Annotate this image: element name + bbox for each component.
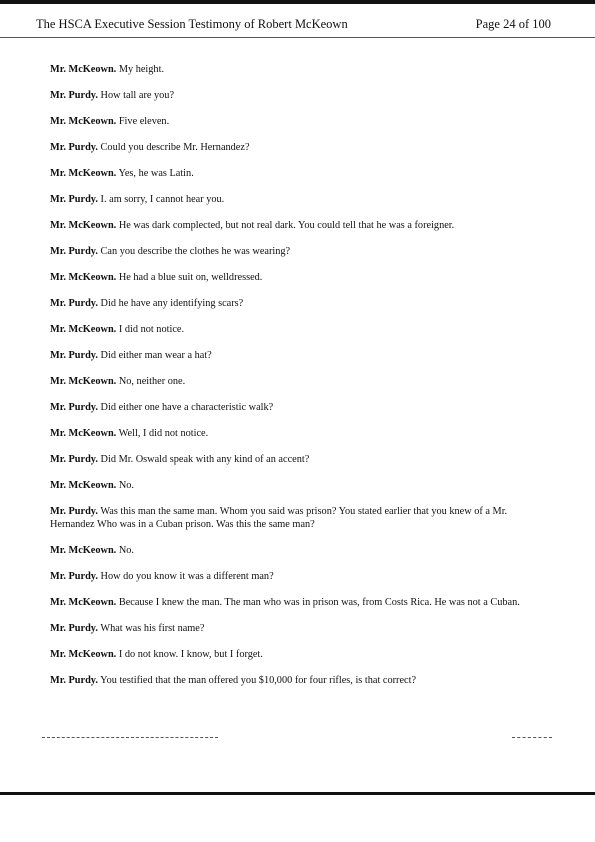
testimony-text: Can you describe the clothes he was wearing? — [100, 246, 291, 257]
testimony-paragraph — [50, 453, 540, 466]
speaker-name: Mr. Purdy. — [50, 623, 98, 634]
scan-artifact-line — [512, 737, 552, 738]
testimony-paragraph — [50, 297, 540, 310]
testimony-paragraph — [50, 596, 540, 609]
testimony-paragraph — [50, 622, 540, 635]
testimony-paragraph — [50, 323, 540, 336]
testimony-paragraph — [50, 245, 540, 258]
speaker-name: Mr. McKeown. — [50, 649, 117, 660]
speaker-name: Mr. McKeown. — [50, 272, 117, 283]
transcript-body — [50, 63, 540, 700]
testimony-paragraph — [50, 63, 540, 76]
speaker-name: Mr. Purdy. — [50, 454, 98, 465]
testimony-text: Could you describe Mr. Hernandez? — [100, 142, 250, 153]
testimony-text: How do you know it was a different man? — [100, 571, 274, 582]
speaker-name: Mr. Purdy. — [50, 298, 98, 309]
speaker-name: Mr. Purdy. — [50, 675, 98, 686]
testimony-text: Yes, he was Latin. — [118, 168, 194, 179]
speaker-name: Mr. McKeown. — [50, 480, 117, 491]
testimony-text: I. am sorry, I cannot hear you. — [100, 194, 225, 205]
testimony-paragraph — [50, 141, 540, 154]
speaker-name: Mr. McKeown. — [50, 116, 117, 127]
testimony-paragraph — [50, 167, 540, 180]
testimony-text: He had a blue suit on, welldressed. — [118, 272, 263, 283]
testimony-paragraph — [50, 193, 540, 206]
testimony-text: Did either man wear a hat? — [100, 350, 212, 361]
testimony-text: My height. — [118, 64, 165, 75]
testimony-paragraph — [50, 89, 540, 102]
testimony-text: I did not notice. — [118, 324, 185, 335]
speaker-name: Mr. Purdy. — [50, 506, 98, 517]
testimony-text: No, neither one. — [118, 376, 186, 387]
testimony-paragraph — [50, 219, 540, 232]
speaker-name: Mr. Purdy. — [50, 142, 98, 153]
speaker-name: Mr. Purdy. — [50, 194, 98, 205]
testimony-paragraph — [50, 479, 540, 492]
testimony-text: Well, I did not notice. — [118, 428, 209, 439]
scan-artifact-line — [42, 737, 218, 738]
testimony-paragraph — [50, 427, 540, 440]
testimony-text: I do not know. I know, but I forget. — [118, 649, 263, 660]
speaker-name: Mr. McKeown. — [50, 597, 117, 608]
testimony-text: He was dark complected, but not real dark. You could tell that he was a foreigner. — [118, 220, 455, 231]
speaker-name: Mr. McKeown. — [50, 324, 117, 335]
testimony-paragraph — [50, 674, 540, 687]
testimony-text: Did either one have a characteristic walk? — [100, 402, 274, 413]
testimony-text: How tall are you? — [100, 90, 175, 101]
testimony-text: You testified that the man offered you $10,000 for four rifles, is that correct? — [100, 675, 417, 686]
testimony-text: Five eleven. — [118, 116, 170, 127]
document-title: The HSCA Executive Session Testimony of Robert McKeown — [36, 17, 348, 31]
testimony-paragraph — [50, 570, 540, 583]
speaker-name: Mr. McKeown. — [50, 64, 117, 75]
testimony-text: Because I knew the man. The man who was in prison was, from Costs Rica. He was not a Cuban. — [118, 597, 520, 608]
testimony-paragraph — [50, 375, 540, 388]
testimony-text: Was this man the same man. Whom you said was prison? You stated earlier that you knew of a Mr. Hernandez Who was in a Cuban prison. Was this the same man? — [50, 506, 508, 530]
testimony-paragraph — [50, 401, 540, 414]
top-border — [0, 0, 595, 4]
speaker-name: Mr. McKeown. — [50, 168, 117, 179]
speaker-name: Mr. McKeown. — [50, 428, 117, 439]
testimony-paragraph — [50, 648, 540, 661]
speaker-name: Mr. Purdy. — [50, 90, 98, 101]
page-header — [36, 17, 551, 33]
speaker-name: Mr. Purdy. — [50, 246, 98, 257]
testimony-text: Did Mr. Oswald speak with any kind of an accent? — [100, 454, 310, 465]
testimony-paragraph — [50, 271, 540, 284]
speaker-name: Mr. McKeown. — [50, 545, 117, 556]
testimony-text: No. — [118, 545, 134, 556]
testimony-paragraph — [50, 544, 540, 557]
speaker-name: Mr. McKeown. — [50, 376, 117, 387]
testimony-text: No. — [118, 480, 134, 491]
page-number: Page 24 of 100 — [475, 17, 551, 31]
speaker-name: Mr. Purdy. — [50, 350, 98, 361]
testimony-paragraph — [50, 115, 540, 128]
testimony-text: Did he have any identifying scars? — [100, 298, 244, 309]
speaker-name: Mr. McKeown. — [50, 220, 117, 231]
speaker-name: Mr. Purdy. — [50, 571, 98, 582]
footer-divider — [0, 792, 595, 795]
testimony-text: What was his first name? — [100, 623, 205, 634]
header-divider — [0, 37, 595, 38]
testimony-paragraph — [50, 349, 540, 362]
testimony-paragraph — [50, 505, 540, 531]
speaker-name: Mr. Purdy. — [50, 402, 98, 413]
